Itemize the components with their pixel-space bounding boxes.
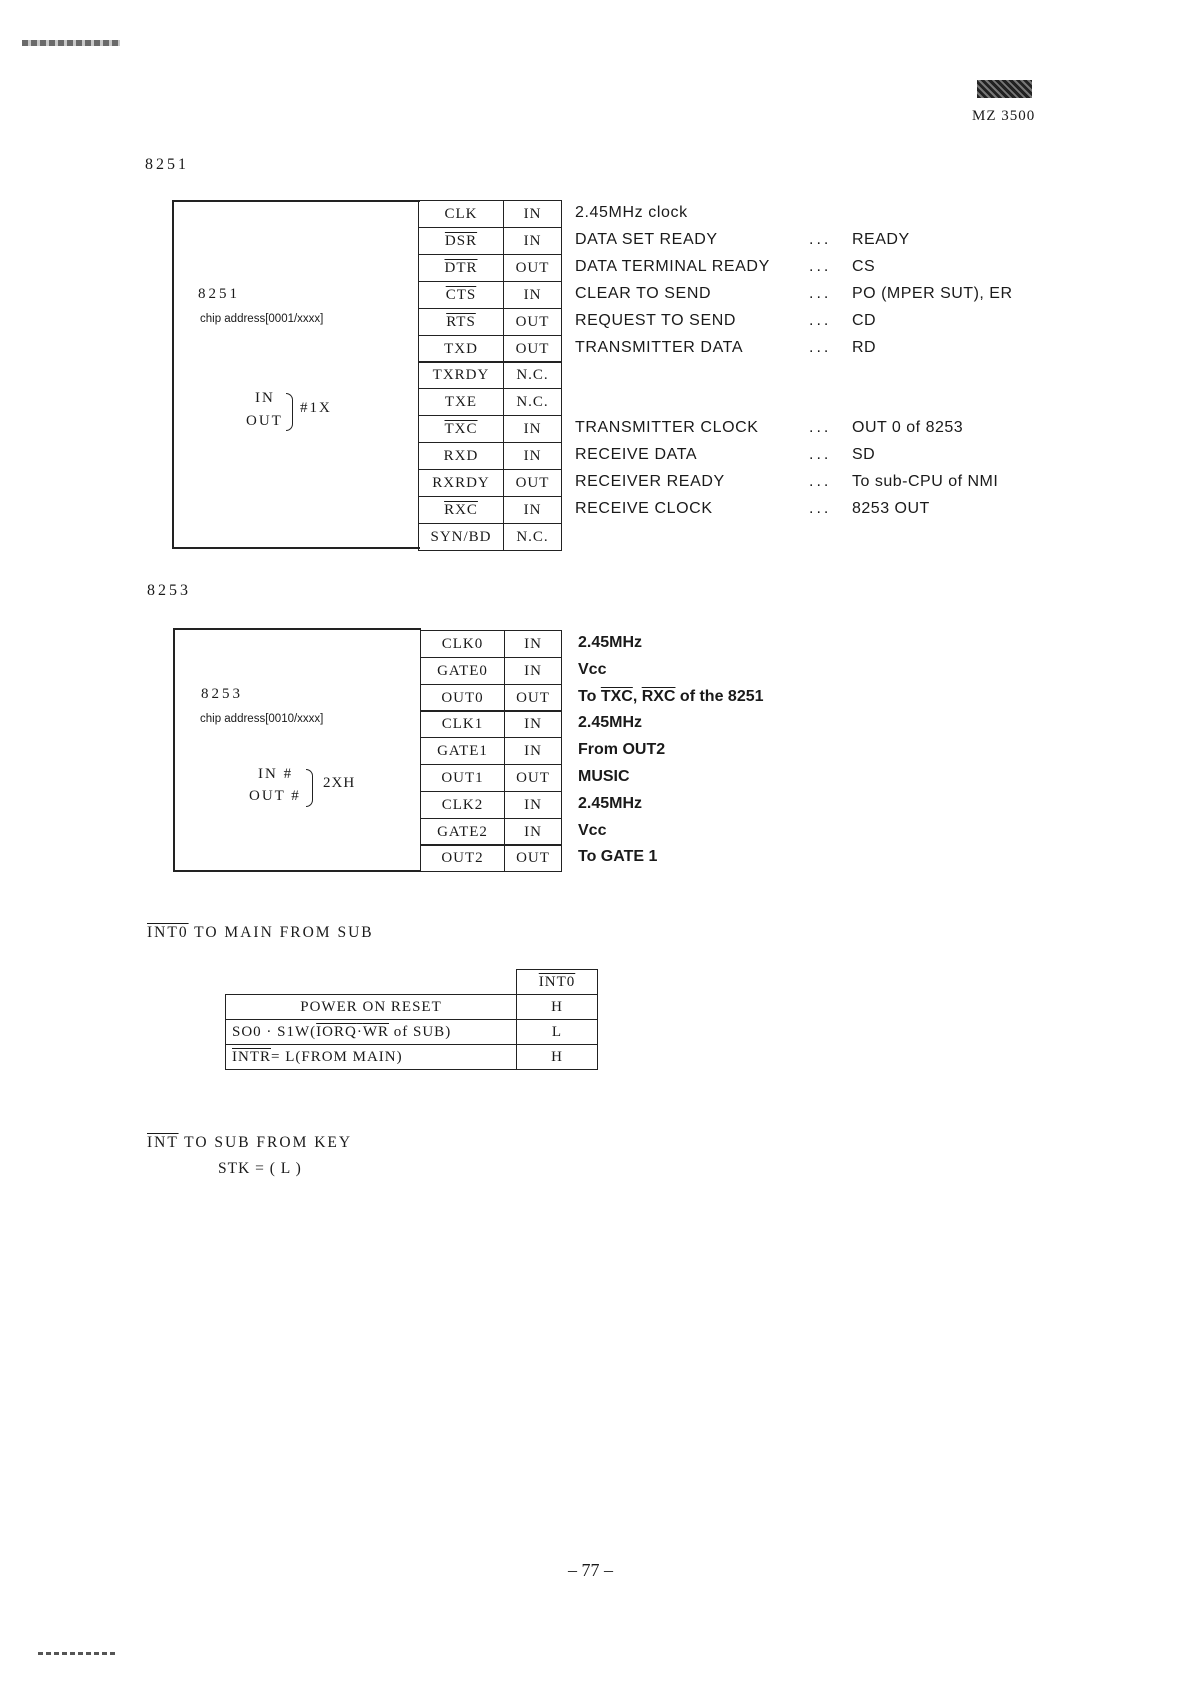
pin-description: From OUT2 bbox=[578, 741, 666, 758]
pin-direction: IN bbox=[504, 710, 562, 738]
pin-name-text: $\overline{DTR}$ bbox=[444, 259, 478, 276]
chip-8253-address: chip address[0010/xxxx] bbox=[200, 713, 324, 725]
pin-description: 2.45MHz bbox=[578, 795, 643, 812]
pin-direction: OUT bbox=[503, 254, 562, 282]
brace bbox=[286, 393, 293, 431]
desc-part: , bbox=[632, 688, 642, 705]
pin-name bbox=[418, 361, 503, 389]
int0-row-label bbox=[226, 1020, 517, 1045]
pin-description: RECEIVER READY bbox=[575, 473, 725, 490]
pin-name-text: $\overline{RTS}$ bbox=[446, 313, 476, 330]
desc-part: To bbox=[578, 688, 601, 705]
label-part: · bbox=[356, 1023, 363, 1040]
label-part: IORQ bbox=[316, 1023, 357, 1040]
pin-name: OUT1 bbox=[420, 764, 504, 792]
pin-description: 2.45MHz bbox=[578, 714, 643, 731]
leader-dots: ... bbox=[809, 473, 832, 490]
chip-8251-name: 8251 bbox=[198, 286, 240, 302]
pin-name: GATE1 bbox=[420, 737, 504, 765]
pin-description: 2.45MHz bbox=[578, 634, 643, 651]
pin-description: Vcc bbox=[578, 822, 607, 839]
pin-description: RECEIVE CLOCK bbox=[575, 500, 713, 517]
pin-direction: OUT bbox=[503, 308, 562, 336]
pin-name: OUT0 bbox=[420, 684, 504, 712]
pin-direction: IN bbox=[503, 415, 562, 443]
pin-name-text: TXE bbox=[444, 393, 478, 410]
pin-name: OUT2 bbox=[420, 844, 504, 872]
desc-part: $\overline{TXC}$ bbox=[600, 688, 633, 705]
section-heading-8251: 8251 bbox=[145, 156, 189, 173]
pin-direction: IN bbox=[503, 281, 562, 309]
leader-dots: ... bbox=[809, 500, 832, 517]
pin-name bbox=[418, 388, 503, 416]
chip-8253-box bbox=[173, 628, 421, 872]
pin-name: CLK1 bbox=[420, 710, 504, 738]
chip-8253-io-in: IN # bbox=[258, 766, 294, 782]
desc-part: $\overline{RXC}$ bbox=[641, 688, 676, 705]
pin-name: GATE2 bbox=[420, 818, 504, 846]
pin-connection: READY bbox=[852, 231, 910, 248]
pin-direction: OUT bbox=[504, 764, 562, 792]
pin-description bbox=[578, 688, 764, 706]
chip-8253-name: 8253 bbox=[201, 686, 243, 702]
pin-connection: OUT 0 of 8253 bbox=[852, 419, 964, 436]
pin-connection: To sub-CPU of NMI bbox=[852, 473, 999, 490]
int0-row-value: H bbox=[517, 1045, 598, 1070]
label-part: SO0 · S1W( bbox=[232, 1023, 317, 1040]
pin-direction: IN bbox=[503, 227, 562, 255]
pin-name bbox=[418, 281, 503, 309]
int0-row-label bbox=[226, 1045, 517, 1070]
pin-description: REQUEST TO SEND bbox=[575, 312, 737, 329]
table-row bbox=[226, 1045, 598, 1070]
pin-direction: IN bbox=[504, 791, 562, 819]
pin-description: 2.45MHz clock bbox=[575, 204, 688, 221]
chip-8251-io-port: #1X bbox=[300, 400, 332, 416]
pin-description: TRANSMITTER DATA bbox=[575, 339, 744, 356]
brace bbox=[306, 769, 313, 807]
leader-dots: ... bbox=[809, 312, 832, 329]
scan-artifact bbox=[38, 1652, 118, 1655]
pin-direction: IN bbox=[504, 818, 562, 846]
pin-direction: N.C. bbox=[503, 361, 562, 389]
pin-description: Vcc bbox=[578, 661, 607, 678]
pin-name-text: TXD bbox=[444, 340, 478, 357]
pin-description: DATA TERMINAL READY bbox=[575, 258, 770, 275]
pin-name-text: $\overline{TXC}$ bbox=[444, 420, 478, 437]
int0-title-signal: INT0 bbox=[147, 924, 189, 941]
chip-8251-io-in: IN bbox=[255, 390, 275, 406]
chip-8251-io-out: OUT bbox=[246, 413, 283, 429]
pin-name-text: SYN/BD bbox=[430, 528, 492, 545]
section-heading-8253: 8253 bbox=[147, 582, 191, 599]
pin-direction: N.C. bbox=[503, 523, 562, 551]
leader-dots: ... bbox=[809, 339, 832, 356]
pin-direction: N.C. bbox=[503, 388, 562, 416]
int-title-signal: $\overline{INT}$ bbox=[147, 1134, 179, 1151]
pin-direction: IN bbox=[503, 200, 562, 228]
pin-name bbox=[418, 442, 503, 470]
int0-col-header: INT0 bbox=[517, 970, 598, 995]
pin-direction: OUT bbox=[503, 335, 562, 363]
int0-table bbox=[225, 969, 598, 1070]
pin-name bbox=[418, 523, 503, 551]
pin-connection: 8253 OUT bbox=[852, 500, 930, 517]
desc-part: of the 8251 bbox=[675, 688, 764, 705]
leader-dots: ... bbox=[809, 419, 832, 436]
label-part: INTR bbox=[232, 1048, 271, 1065]
pin-name-text: CLK bbox=[444, 205, 478, 222]
chip-8253-io-port: 2XH bbox=[323, 775, 356, 791]
pin-name bbox=[418, 227, 503, 255]
int-heading bbox=[147, 1134, 352, 1152]
pin-name-text: RXD bbox=[443, 447, 479, 464]
pin-connection: RD bbox=[852, 339, 877, 356]
int0-row-value: H bbox=[517, 995, 598, 1020]
pin-direction: IN bbox=[504, 657, 562, 685]
pin-name-text: $\overline{CTS}$ bbox=[445, 286, 477, 303]
leader-dots: ... bbox=[809, 285, 832, 302]
table-row bbox=[226, 995, 598, 1020]
pin-name: GATE0 bbox=[420, 657, 504, 685]
pin-description: CLEAR TO SEND bbox=[575, 285, 712, 302]
pin-name bbox=[418, 415, 503, 443]
leader-dots: ... bbox=[809, 231, 832, 248]
table-corner bbox=[226, 970, 517, 995]
int0-row-label: POWER ON RESET bbox=[226, 995, 517, 1020]
scan-artifact bbox=[22, 40, 120, 46]
pin-name: CLK2 bbox=[420, 791, 504, 819]
pin-name-text: $\overline{DSR}$ bbox=[444, 232, 478, 249]
model-number: MZ 3500 bbox=[972, 108, 1036, 124]
int0-row-value: L bbox=[517, 1020, 598, 1045]
logo bbox=[977, 80, 1032, 98]
pin-description: To GATE 1 bbox=[578, 848, 658, 865]
pin-direction: IN bbox=[504, 630, 562, 658]
pin-name: CLK0 bbox=[420, 630, 504, 658]
pin-direction: OUT bbox=[503, 469, 562, 497]
pin-name-text: TXRDY bbox=[432, 366, 490, 383]
pin-direction: IN bbox=[504, 737, 562, 765]
leader-dots: ... bbox=[809, 258, 832, 275]
chip-8253-io-out: OUT # bbox=[249, 788, 301, 804]
pin-name bbox=[418, 496, 503, 524]
table-row bbox=[226, 1020, 598, 1045]
pin-description: TRANSMITTER CLOCK bbox=[575, 419, 759, 436]
pin-direction: IN bbox=[503, 442, 562, 470]
pin-name bbox=[418, 200, 503, 228]
page-number: – 77 – bbox=[568, 1560, 613, 1580]
pin-direction: IN bbox=[503, 496, 562, 524]
leader-dots: ... bbox=[809, 446, 832, 463]
pin-direction: OUT bbox=[504, 684, 562, 712]
pin-connection: CD bbox=[852, 312, 877, 329]
label-part: $\overline{WR}$ bbox=[362, 1023, 390, 1040]
pin-connection: PO (MPER SUT), ER bbox=[852, 285, 1013, 302]
chip-8251-box bbox=[172, 200, 420, 549]
chip-8251-address: chip address[0001/xxxx] bbox=[200, 313, 324, 325]
int-title-rest: TO SUB FROM KEY bbox=[178, 1134, 353, 1151]
pin-connection: CS bbox=[852, 258, 876, 275]
int0-heading bbox=[147, 924, 374, 942]
int0-title-rest: TO MAIN FROM SUB bbox=[188, 924, 374, 941]
pin-description: MUSIC bbox=[578, 768, 630, 785]
label-part: = L(FROM MAIN) bbox=[271, 1048, 403, 1065]
pin-description: RECEIVE DATA bbox=[575, 446, 698, 463]
pin-connection: SD bbox=[852, 446, 876, 463]
pin-name-text: $\overline{RXC}$ bbox=[444, 501, 478, 518]
pin-name bbox=[418, 254, 503, 282]
pin-description: DATA SET READY bbox=[575, 231, 718, 248]
pin-direction: OUT bbox=[504, 844, 562, 872]
label-part: of SUB) bbox=[389, 1023, 452, 1040]
pin-name-text: RXRDY bbox=[432, 474, 490, 491]
pin-name bbox=[418, 469, 503, 497]
pin-name bbox=[418, 335, 503, 363]
pin-name bbox=[418, 308, 503, 336]
stk-line: STK = ( L ) bbox=[218, 1160, 302, 1177]
